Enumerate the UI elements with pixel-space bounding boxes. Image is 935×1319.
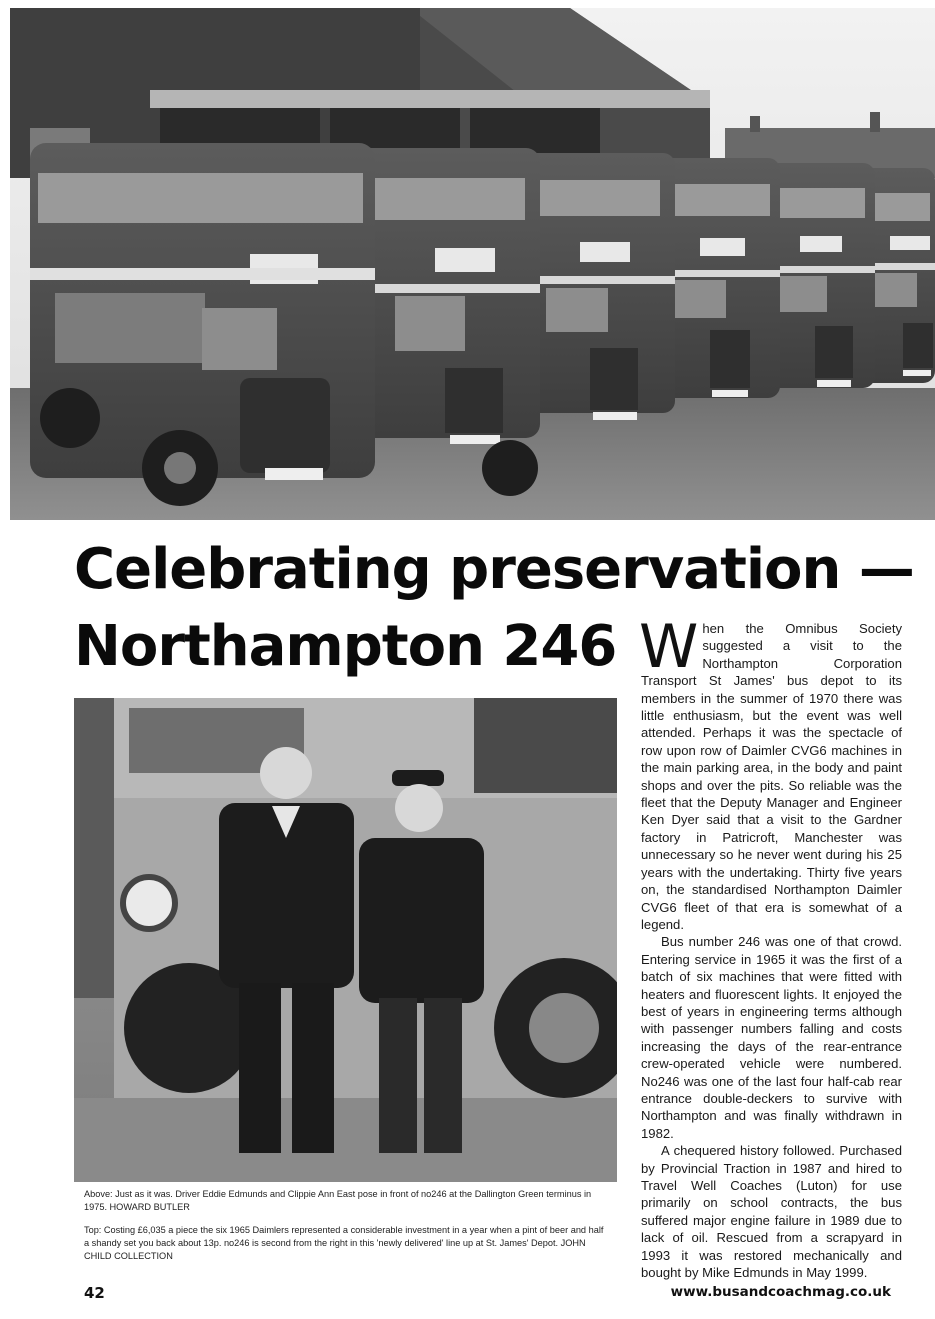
top-photo — [10, 8, 935, 520]
headline-line-1: Celebrating preservation — — [74, 537, 914, 602]
bus-3 — [525, 153, 675, 420]
crew-portrait-image — [74, 698, 617, 1182]
bottom-photo — [74, 698, 617, 1182]
caption-above: Above: Just as it was. Driver Eddie Edmunds and Clippie Ann East pose in front of no246 at the Dallington Green terminus in 1975. HOWARD BUTLER — [84, 1189, 592, 1212]
drop-cap: W — [639, 612, 699, 682]
photo-captions — [84, 1188, 604, 1273]
caption-top: Top: Costing £6,035 a piece the six 1965 Daimlers represented a considerable investment in a year when a pint of beer and half a shandy set you back about 13p. no246 is second from the right in this 'newly delivered' line up at St. James' Depot. JOHN CHILD COLLECTION — [84, 1225, 604, 1261]
article-paragraph-2: Bus number 246 was one of that crowd. Entering service in 1965 it was the first of a batch of six machines that were fitted with heaters and fluorescent lights. It enjoyed the best of years in engineering terms although with passenger numbers falling and costs increasing the days of the rear-entrance crew-operated vehicle were numbered. No246 was one of the last four half-cab rear entrance double-deckers to survive with Northampton and was finally withdrawn in 1982. — [641, 934, 902, 1141]
article-paragraph-3: A chequered history followed. Purchased by Provincial Traction in 1987 and hired to Travel Well Coaches (Luton) for use primarily on school contracts, the bus suffered major engine failure in 1989 due to lack of oil. Rescued from a scrapyard in 1993 it was restored mechanically and bought by Mike Edmunds in May 1999. — [641, 1143, 902, 1281]
page-number: 42 — [84, 1284, 105, 1302]
article-paragraph-1: When the Omnibus Society suggested a visit to the Northampton Corporation Transport St James' bus depot to its members in the summer of 1970 there was little enthusiasm, but the event was well attended. Perhaps it was the spectacle of row upon row of Daimler CVG6 machines in the main parking area, in the body and paint shops and over the pits. So reliable was the fleet that the Deputy Manager and Engineer Ken Dyer said that a visit to the Gardner factory in Patricroft, Manchester was unnecessary so he never went during his 25 years with the undertaking. Thirty five years on, the standardised Northampton Daimler CVG6 fleet of that era is somewhat of a legend. — [639, 612, 902, 932]
article-body — [639, 612, 902, 1281]
bus-1 — [30, 143, 375, 506]
headline-line-2: Northampton 246 — [74, 614, 617, 679]
footer-url: www.busandcoachmag.co.uk — [670, 1284, 891, 1300]
bus-lineup-image — [10, 8, 935, 520]
